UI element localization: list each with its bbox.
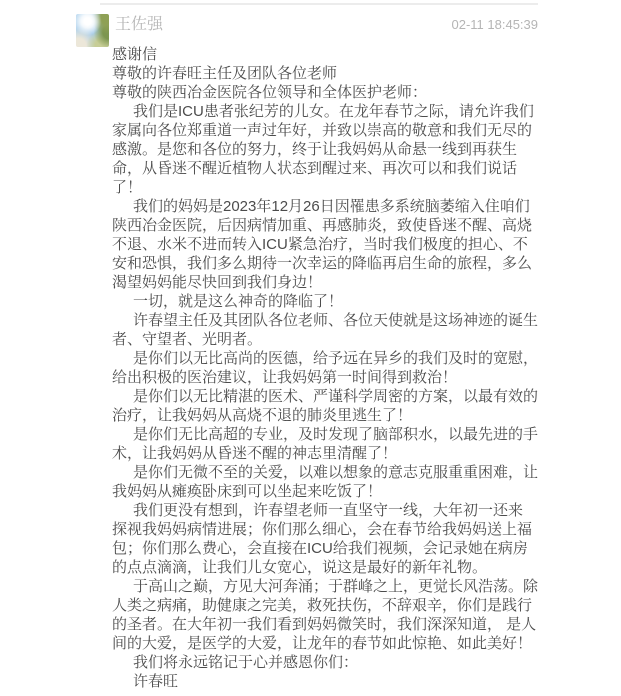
letter-line: 治疗，让我妈妈从高烧不退的肺炎里逃生了！ <box>112 407 413 424</box>
letter-line: 是你们以无比高尚的医德，给予远在异乡的我们及时的宽慰， <box>133 350 539 367</box>
letter-line: 渴望妈妈能尽快回到我们身边！ <box>112 274 323 291</box>
letter-line: 是你们无微不至的关爱，以难以想象的意志克服重重困难，让 <box>133 464 539 481</box>
letter-line: 探视我妈妈病情进展；你们那么细心，会在春节给我妈妈送上福 <box>112 521 533 538</box>
letter-line: 我们的妈妈是2023年12月26日因罹患多系统脑萎缩入住咱们 <box>133 198 530 215</box>
letter-line: 我们更没有想到，许春望老师一直坚守一线，大年初一还来 <box>133 502 524 519</box>
timestamp: 02-11 18:45:39 <box>451 17 538 32</box>
letter-line: 许春旺 <box>133 673 179 690</box>
letter-line: 我妈妈从瘫痪卧床到可以坐起来吃饭了！ <box>112 483 383 500</box>
letter-line: 了！ <box>112 179 143 196</box>
letter-line: 于高山之巅，方见大河奔涌；于群峰之上，更觉长风浩荡。除 <box>133 578 539 595</box>
letter-line: 感谢信 <box>112 46 158 63</box>
letter-body <box>112 45 552 691</box>
letter-line: 安和恐惧，我们多么期待一次幸运的降临再启生命的旅程，多么 <box>112 255 533 272</box>
letter-line: 我们是ICU患者张纪芳的儿女。在龙年春节之际，请允许我们 <box>133 103 534 120</box>
letter-line: 的点点滴滴，让我们儿女宽心，说这是最好的新年礼物。 <box>112 559 488 576</box>
letter-line: 家属向各位郑重道一声过年好，并致以崇高的敬意和我们无尽的 <box>112 122 533 139</box>
letter-line: 人类之病痛，助健康之完美，救死扶伤，不辞艰辛，你们是践行 <box>112 597 533 614</box>
letter-line: 尊敬的许春旺主任及团队各位老师 <box>112 65 338 82</box>
letter-line: 给出积极的医治建议，让我妈妈第一时间得到救治！ <box>112 369 458 386</box>
letter-line: 命，从昏迷不醒近植物人状态到醒过来、再次可以和我们说话 <box>112 160 518 177</box>
letter-line: 的圣者。在大年初一我们看到妈妈微笑时，我们深深知道， 是人 <box>112 616 537 633</box>
letter-line: 是你们以无比精湛的医术、严谨科学周密的方案，以最有效的 <box>133 388 539 405</box>
letter-line: 不退、水米不进而转入ICU紧急治疗，当时我们极度的担心、不 <box>112 236 528 253</box>
header-divider <box>100 3 538 5</box>
letter-line: 我们将永远铭记于心并感恩你们： <box>133 654 359 671</box>
letter-line: 许春望主任及其团队各位老师、各位天使就是这场神迹的诞生 <box>133 312 539 329</box>
letter-line: 感激。是您和各位的努力，终于让我妈妈从命悬一线到再获生 <box>112 141 518 158</box>
username[interactable]: 王佐强 <box>115 16 164 33</box>
letter-line: 包；你们那么费心，会直接在ICU给我们视频，会记录她在病房 <box>112 540 528 557</box>
letter-line: 一切，就是这么神奇的降临了！ <box>133 293 344 310</box>
avatar[interactable] <box>76 14 109 47</box>
letter-line: 是你们无比高超的专业，及时发现了脑部积水，以最先进的手 <box>133 426 539 443</box>
letter-line: 尊敬的陕西冶金医院各位领导和全体医护老师： <box>112 84 428 101</box>
letter-line: 者、守望者、光明者。 <box>112 331 263 348</box>
letter-line: 间的大爱，是医学的大爱，让龙年的春节如此惊艳、如此美好！ <box>112 635 533 652</box>
letter-line: 陕西冶金医院，后因病情加重、再感肺炎，致使昏迷不醒、高烧 <box>112 217 533 234</box>
letter-line: 术，让我妈妈从昏迷不醒的神志里清醒了！ <box>112 445 398 462</box>
